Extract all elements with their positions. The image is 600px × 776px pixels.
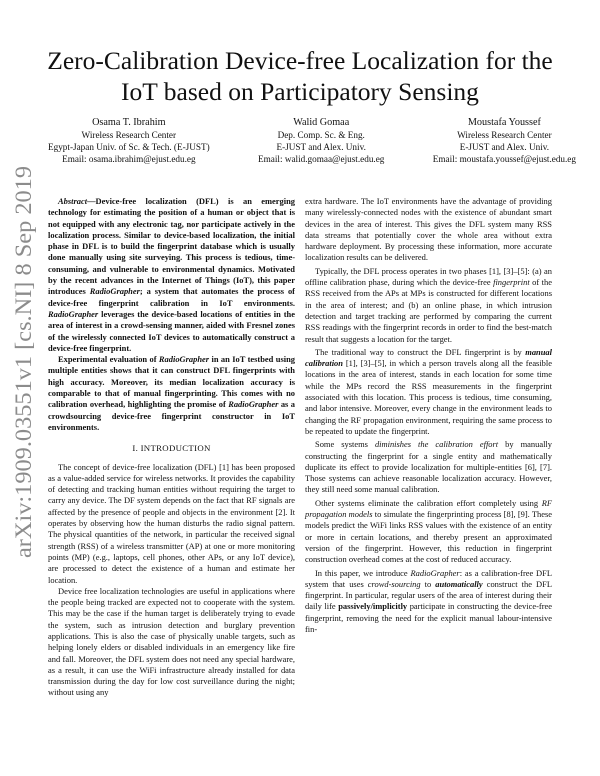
left-column xyxy=(48,196,295,699)
author-1 xyxy=(48,117,210,165)
author-3 xyxy=(433,117,576,165)
author-affiliation: Egypt-Japan Univ. of Sc. & Tech. (E-JUST) xyxy=(48,142,210,152)
paper-title xyxy=(0,45,600,107)
body-paragraph: Typically, the DFL process operates in two phases [1], [3]–[5]: (a) an offline calibration phase, during which the device-free fingerprint of the RSS received from the APs at MPs is constructed for different locations in the area of interest; and (b) an online phase, in which intrusion detection and target tracking are performed by comparing the current RSS readings with the fingerprint records in order to find the best-match result that suggests a location for the target. xyxy=(305,265,552,344)
arxiv-identifier-text: arXiv:1909.03551v1 [cs.NI] 8 Sep 2019 xyxy=(11,187,36,558)
title-line-1: Zero-Calibration Device-free Localization for the xyxy=(47,46,553,75)
author-affiliation: E-JUST and Alex. Univ. xyxy=(459,142,550,152)
author-block xyxy=(48,117,576,165)
author-email: Email: moustafa.youssef@ejust.edu.eg xyxy=(432,154,576,164)
author-email: Email: osama.ibrahim@ejust.edu.eg xyxy=(62,154,196,164)
arxiv-identifier xyxy=(1,162,45,562)
body-paragraph: In this paper, we introduce RadioGrapher: as a calibration-free DFL system that uses crowd-sourcing to automatically construct the DFL fingerprint. In particular, regular users of the area of interest during their daily life passively/implicitly participate in constructing the device-free fingerprint, removing the need for the explicit manual labour-intensive fin- xyxy=(305,567,552,634)
abstract-paragraph-1: Abstract—Device-free localization (DFL) is an emerging technology for estimating the position of a human or object that is not equipped with any electronic tag, nor participate actively in the localization process. Similar to device-based localization, the initial phase in DFL is to build the fingerprint database which is usually done manually using site surveying. This process is tedious, time-consuming, and vulnerable to environmental dynamics. Motivated by the recent advances in the Internet of Things (IoT), this paper introduces RadioGrapher; a system that automates the process of device-free fingerprint calibration in IoT environments. RadioGrapher leverages the device-based locations of entities in the area of interest in a crowd-sensing manner, aided with Fresnel zones of the wirelessly connected IoT devices to automatically construct a device-free fingerprint. xyxy=(48,196,295,353)
author-name: Osama T. Ibrahim xyxy=(92,117,166,128)
author-2 xyxy=(258,117,384,165)
body-paragraph: The concept of device-free localization (DFL) [1] has been proposed as a value-added service for wireless networks. It provides the capability of detecting and tracking human entities without requiring the target to carry any device. The DF system depends on the fact that RF signals are affected by the presence of people and objects in the environment [2]. It operates by observing how the human disturbs the radio signal pattern. The physical quantities of the network, in particular the received signal strength (RSS) of a wireless transmitter (AP) at one or more monitoring points (MP) (e.g., laptops, cell phones, other APs, or any IoT device), are processed to detect the existence of a human and estimate her location. xyxy=(48,461,295,585)
author-name: Walid Gomaa xyxy=(293,117,350,128)
author-affiliation: E-JUST and Alex. Univ. xyxy=(276,142,366,152)
author-name: Moustafa Youssef xyxy=(467,117,541,128)
author-email: Email: walid.gomaa@ejust.edu.eg xyxy=(258,154,385,164)
body-paragraph: Device free localization technologies are useful in applications where the people being tracked are expected not to cooperate with the system. This may be the case if the human target is deliberately trying to evade the system, such as intrusion detection and burglary prevention applications. This is also the case of physically unable targets, such as helping lonely elders or disabled individuals in an emergency like fire and fall. Moreover, the DFL system does not need any special hardware, as a result, it can use the WiFi infrastructure already installed for data transmission during the day for low cost surveillance during the night; without using any xyxy=(48,585,295,698)
body-paragraph: The traditional way to construct the DFL fingerprint is by manual calibration [1], [3]–[5], in which a person travels along all the feasible locations in the area of interest, stands in each location for some time while the MPs record the RSS measurements in the fingerprint associated with this location. This process is tedious, time consuming, and labor intensive. Moreover, every change in the environment leads to changing the RF propagation environment, requiring the same process to be repeated to update the fingerprint. xyxy=(305,346,552,436)
author-affiliation: Wireless Research Center xyxy=(81,130,177,140)
author-affiliation: Dep. Comp. Sc. & Eng. xyxy=(277,130,365,140)
abstract-label: Abstract xyxy=(58,196,88,206)
title-line-2: IoT based on Participatory Sensing xyxy=(121,77,479,106)
right-column xyxy=(305,196,552,635)
body-paragraph: Other systems eliminate the calibration effort completely using RF propagation models to simulate the fingerprinting process [8], [9]. These models predict the WiFi links RSS values with the existence of an entity or more in certain locations, and thereby present an approximated version of the fingerprint. However, this reduction in fingerprint construction overhead comes at the cost of reduced accuracy. xyxy=(305,497,553,565)
body-paragraph: extra hardware. The IoT environments have the advantage of providing many wirelessly-connected nodes with the existence of abundant smart devices in the area of interest. This gives the DFL system many RSS data streams that potentially cover the whole area without extra hardware deployment. By processing these information, more accurate localization results can be delivered. xyxy=(305,196,552,263)
section-heading-introduction: I. INTRODUCTION xyxy=(132,443,211,454)
author-affiliation: Wireless Research Center xyxy=(457,130,552,140)
abstract-paragraph-2: Experimental evaluation of RadioGrapher in an IoT testbed using multiple entities shows that it can construct DFL fingerprints with high accuracy. Moreover, its median localization accuracy is comparable to that of manual fingerprinting. This comes with no calibration overhead, highlighting the promise of RadioGrapher as a crowdsourcing device-free fingerprint constructor in IoT environments. xyxy=(48,354,295,432)
body-paragraph: Some systems diminishes the calibration effort by manually constructing the fingerprint for a single entity and mathematically duplicate its effect to provide localization for multiple-entities [6], [7]. Those systems can achieve reasonable localization accuracy. However, they still need some manual calibration. xyxy=(305,439,552,495)
